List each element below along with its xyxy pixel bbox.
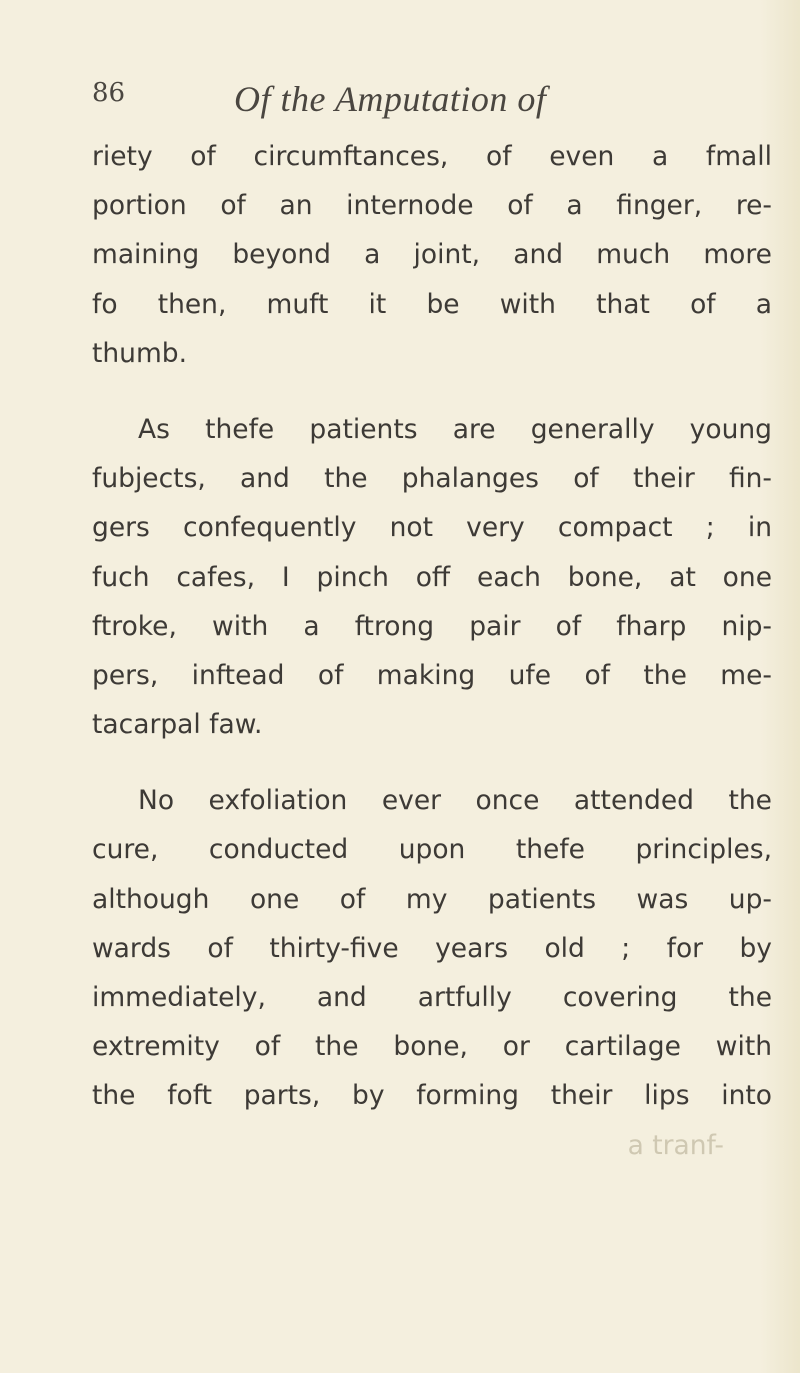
text-line: No exfoliation ever once attended the bbox=[138, 785, 772, 817]
text-line: portion of an internode of a finger, re- bbox=[92, 190, 772, 222]
text-line: thumb. bbox=[92, 337, 188, 369]
text-line: As thefe patients are generally young bbox=[138, 413, 772, 445]
text-line: the foft parts, by forming their lips into bbox=[92, 1080, 772, 1112]
page-number: 86 bbox=[92, 78, 126, 108]
text-line: fubjects, and the phalanges of their fin- bbox=[92, 463, 772, 495]
text-line: gers confequently not very compact ; in bbox=[92, 512, 772, 544]
catchword-line bbox=[92, 1121, 772, 1170]
text-line: ftroke, with a ftrong pair of fharp nip- bbox=[92, 610, 772, 642]
text-line: riety of circumftances, of even a fmall bbox=[92, 141, 772, 172]
text-line: wards of thirty-five years old ; for by bbox=[92, 932, 772, 964]
paragraph bbox=[92, 132, 772, 378]
paragraph-spacer bbox=[92, 378, 772, 405]
body-text bbox=[92, 132, 772, 1170]
text-line: although one of my patients was up- bbox=[92, 883, 772, 915]
running-title: Of the Amputation of bbox=[234, 79, 547, 119]
text-line: tacarpal faw. bbox=[92, 709, 263, 741]
text-line: pers, inftead of making ufe of the me- bbox=[92, 659, 772, 691]
text-line: maining beyond a joint, and much more bbox=[92, 239, 772, 271]
paragraph bbox=[92, 776, 772, 1120]
text-line: fuch cafes, I pinch off each bone, at one bbox=[92, 561, 772, 593]
page-header bbox=[92, 78, 732, 122]
paragraph-spacer bbox=[92, 749, 772, 776]
text-line: immediately, and artfully covering the bbox=[92, 982, 772, 1013]
text-line: fo then, muft it be with that of a bbox=[92, 288, 772, 320]
text-line: extremity of the bone, or cartilage with bbox=[92, 1031, 772, 1063]
paragraph bbox=[92, 405, 772, 749]
text-line: cure, conducted upon thefe principles, bbox=[92, 834, 772, 866]
catchword: a tranf- bbox=[627, 1129, 724, 1161]
